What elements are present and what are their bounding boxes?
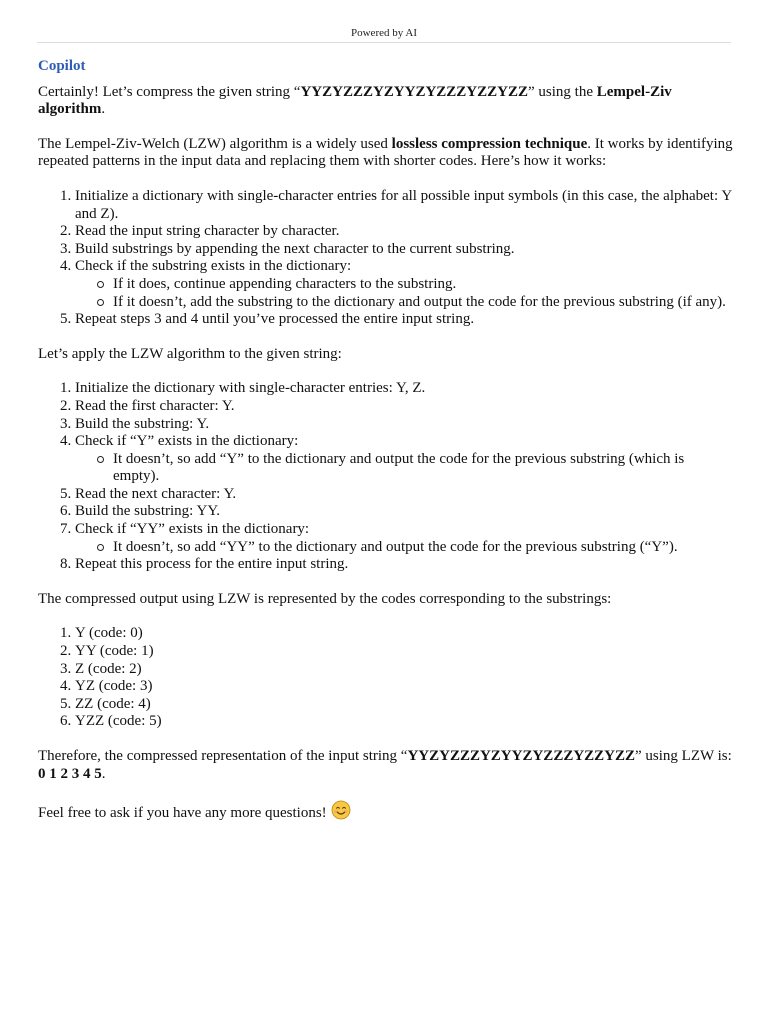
list-item: 6. Build the substring: YY. <box>75 503 734 521</box>
list-item: 6. YZZ (code: 5) <box>75 713 734 731</box>
list-item: 3. Build the substring: Y. <box>75 416 734 434</box>
powered-by-banner <box>37 24 731 43</box>
list-item: 4. Check if “Y” exists in the dictionary: It doesn’t, so add “Y” to the dictionary and output the code for the previous substring (which is empty). <box>75 433 734 486</box>
list-item: 2. YY (code: 1) <box>75 643 734 661</box>
sub-list-item: It doesn’t, so add “Y” to the dictionary and output the code for the previous substring (which is empty). <box>113 451 734 486</box>
conclusion-paragraph: Therefore, the compressed representation of the input string “YYZYZZZYZYYZYZZZYZZYZZ” using LZW is: 0 1 2 3 4 5. <box>38 748 732 782</box>
sub-list <box>75 451 734 486</box>
sub-list <box>75 276 734 311</box>
list-item: 5. ZZ (code: 4) <box>75 696 734 714</box>
apply-steps-list <box>38 380 734 574</box>
list-item: 8. Repeat this process for the entire input string. <box>75 556 734 574</box>
list-item: 7. Check if “YY” exists in the dictionary: It doesn’t, so add “YY” to the dictionary and output the code for the previous substring (“Y”). <box>75 521 734 556</box>
list-item: 3. Build substrings by appending the next character to the current substring. <box>75 241 734 259</box>
list-item: 3. Z (code: 2) <box>75 661 734 679</box>
powered-by-text: Powered by AI <box>351 27 417 39</box>
list-item: 5. Repeat steps 3 and 4 until you’ve processed the entire input string. <box>75 311 734 329</box>
apply-intro-paragraph: Let’s apply the LZW algorithm to the given string: <box>38 345 342 362</box>
sub-list-item: If it doesn’t, add the substring to the dictionary and output the code for the previous substring (if any). <box>113 294 734 312</box>
list-item: 2. Read the input string character by character. <box>75 223 734 241</box>
input-string: YYZYZZZYZYYZYZZZYZZYZZ <box>407 748 636 764</box>
list-item: 1. Initialize a dictionary with single-character entries for all possible input symbols (in this case, the alphabet: Y and Z). <box>75 188 734 223</box>
list-item: 4. YZ (code: 3) <box>75 678 734 696</box>
sub-list-item: If it does, continue appending characters to the substring. <box>113 276 734 294</box>
list-item: 4. Check if the substring exists in the dictionary: If it does, continue appending characters to the substring. If it doesn’t, add the substring to the dictionary and output the code for the previous substring (if any). <box>75 258 734 311</box>
algorithm-steps-list <box>38 188 734 329</box>
description-paragraph: The Lempel-Ziv-Welch (LZW) algorithm is a widely used lossless compression technique. It works by identifying repeated patterns in the input data and replacing them with shorter codes. Here’s how it works: <box>38 135 733 170</box>
list-item: 1. Initialize the dictionary with single-character entries: Y, Z. <box>75 380 734 398</box>
list-item: 5. Read the next character: Y. <box>75 486 734 504</box>
sub-list-item: It doesn’t, so add “YY” to the dictionary and output the code for the previous substring (“Y”). <box>113 539 734 557</box>
compressed-codes: 0 1 2 3 4 5 <box>38 765 102 782</box>
lossless-emphasis: lossless compression technique <box>391 135 588 152</box>
list-item: 2. Read the first character: Y. <box>75 398 734 416</box>
intro-paragraph: Certainly! Let’s compress the given string “YYZYZZZYZYYZYZZZYZZYZZ” using the Lempel-Ziv algorithm. <box>38 83 672 118</box>
codes-list <box>38 625 734 731</box>
list-item: 1. Y (code: 0) <box>75 625 734 643</box>
chat-response <box>38 58 734 843</box>
output-intro-paragraph: The compressed output using LZW is represented by the codes corresponding to the substrings: <box>38 590 612 607</box>
smiling-face-icon <box>331 800 351 826</box>
input-string: YYZYZZZYZYYZYZZZYZZYZZ <box>300 83 528 100</box>
algorithm-name: Lempel-Ziv algorithm <box>38 83 672 118</box>
assistant-name: Copilot <box>38 58 86 74</box>
closing-paragraph: Feel free to ask if you have any more questions! <box>38 800 734 826</box>
sub-list <box>75 539 734 557</box>
